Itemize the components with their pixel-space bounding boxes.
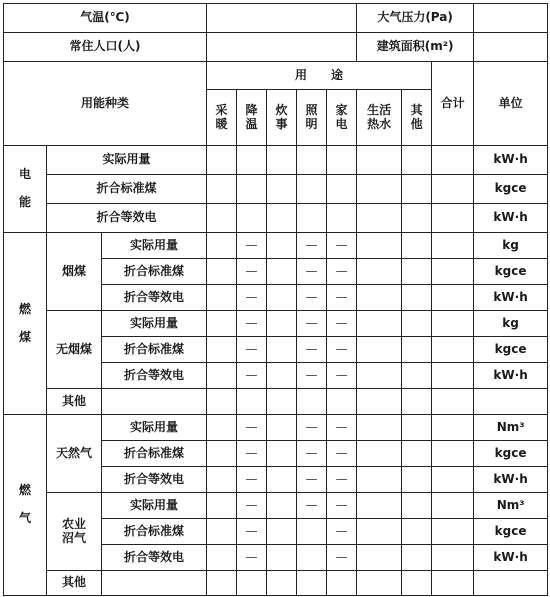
row-label: 折合标准煤 <box>102 519 207 545</box>
total-header: 合计 <box>432 62 474 146</box>
value-cell[interactable] <box>402 233 432 259</box>
not-applicable-dash: — <box>237 545 267 571</box>
value-cell[interactable] <box>207 519 237 545</box>
unit-cell: kgce <box>474 519 548 545</box>
value-cell[interactable] <box>327 571 357 596</box>
energy-use-table <box>3 3 548 596</box>
table-row <box>4 146 548 175</box>
value-cell[interactable] <box>402 415 432 441</box>
not-applicable-dash: — <box>327 311 357 337</box>
value-cell[interactable] <box>432 337 474 363</box>
value-cell[interactable] <box>267 415 297 441</box>
value-cell[interactable] <box>237 571 267 596</box>
population-label: 常住人口(人) <box>4 33 207 62</box>
value-cell[interactable] <box>432 146 474 175</box>
not-applicable-dash: — <box>327 545 357 571</box>
value-cell[interactable] <box>402 571 432 596</box>
value-cell[interactable] <box>207 493 237 519</box>
use-other-header: 其 他 <box>402 90 432 146</box>
not-applicable-dash: — <box>297 441 327 467</box>
value-cell[interactable] <box>207 545 237 571</box>
row-label: 折合等效电 <box>47 204 207 233</box>
value-cell[interactable] <box>432 571 474 596</box>
not-applicable-dash: — <box>297 285 327 311</box>
value-cell[interactable] <box>207 571 237 596</box>
value-cell[interactable] <box>357 493 402 519</box>
unit-header: 单位 <box>474 62 548 146</box>
value-cell[interactable] <box>357 467 402 493</box>
unit-cell: kW·h <box>474 285 548 311</box>
not-applicable-dash: — <box>237 285 267 311</box>
value-cell[interactable] <box>267 571 297 596</box>
value-cell[interactable] <box>432 363 474 389</box>
not-applicable-dash: — <box>237 415 267 441</box>
table-row <box>4 175 548 204</box>
value-cell[interactable] <box>297 519 327 545</box>
not-applicable-dash: — <box>327 233 357 259</box>
row-label: 实际用量 <box>102 415 207 441</box>
not-applicable-dash: — <box>297 467 327 493</box>
table-row <box>4 389 548 415</box>
unit-cell: kg <box>474 311 548 337</box>
value-cell[interactable] <box>237 146 267 175</box>
value-cell[interactable] <box>267 493 297 519</box>
table-row <box>4 233 548 259</box>
not-applicable-dash: — <box>237 233 267 259</box>
not-applicable-dash: — <box>237 363 267 389</box>
gas-group-label: 燃 气 <box>4 415 47 596</box>
value-cell[interactable] <box>207 259 237 285</box>
value-cell[interactable] <box>432 519 474 545</box>
not-applicable-dash: — <box>237 441 267 467</box>
value-cell[interactable] <box>297 545 327 571</box>
value-cell[interactable] <box>327 175 357 204</box>
row-label: 实际用量 <box>102 493 207 519</box>
unit-cell: Nm³ <box>474 493 548 519</box>
not-applicable-dash: — <box>297 415 327 441</box>
value-cell[interactable] <box>432 311 474 337</box>
not-applicable-dash: — <box>327 415 357 441</box>
value-cell[interactable] <box>432 545 474 571</box>
value-cell[interactable] <box>357 337 402 363</box>
unit-cell: kgce <box>474 441 548 467</box>
not-applicable-dash: — <box>327 285 357 311</box>
value-cell[interactable] <box>267 233 297 259</box>
value-cell[interactable] <box>402 519 432 545</box>
value-cell[interactable] <box>357 389 402 415</box>
value-cell[interactable] <box>432 285 474 311</box>
electricity-group-label: 电 能 <box>4 146 47 233</box>
row-label: 折合标准煤 <box>102 337 207 363</box>
value-cell[interactable] <box>327 389 357 415</box>
value-cell[interactable] <box>402 285 432 311</box>
value-cell[interactable] <box>297 389 327 415</box>
value-cell[interactable] <box>267 311 297 337</box>
value-cell[interactable] <box>357 204 402 233</box>
not-applicable-dash: — <box>327 519 357 545</box>
value-cell[interactable] <box>207 175 237 204</box>
value-cell[interactable] <box>402 204 432 233</box>
value-cell[interactable] <box>267 259 297 285</box>
use-hot-water-header: 生活 热水 <box>357 90 402 146</box>
value-cell[interactable] <box>207 415 237 441</box>
row-label: 折合标准煤 <box>102 259 207 285</box>
value-cell[interactable] <box>357 441 402 467</box>
not-applicable-dash: — <box>327 259 357 285</box>
value-cell[interactable] <box>102 571 207 596</box>
not-applicable-dash: — <box>327 493 357 519</box>
value-cell[interactable] <box>432 415 474 441</box>
coal-group-label: 燃 煤 <box>4 233 47 415</box>
value-cell[interactable] <box>207 441 237 467</box>
table-row <box>4 415 548 441</box>
unit-cell: kW·h <box>474 467 548 493</box>
value-cell[interactable] <box>402 363 432 389</box>
value-cell[interactable] <box>207 285 237 311</box>
value-cell[interactable] <box>207 204 237 233</box>
building-area-label: 建筑面积(m²) <box>357 33 474 62</box>
value-cell[interactable] <box>402 311 432 337</box>
value-cell[interactable] <box>432 204 474 233</box>
row-label: 实际用量 <box>102 233 207 259</box>
value-cell[interactable] <box>474 571 548 596</box>
unit-cell: kW·h <box>474 363 548 389</box>
not-applicable-dash: — <box>327 337 357 363</box>
value-cell[interactable] <box>237 204 267 233</box>
table-row <box>4 204 548 233</box>
not-applicable-dash: — <box>297 337 327 363</box>
value-cell[interactable] <box>357 415 402 441</box>
value-cell[interactable] <box>207 146 237 175</box>
row-label: 折合等效电 <box>102 467 207 493</box>
unit-cell: kW·h <box>474 146 548 175</box>
not-applicable-dash: — <box>237 337 267 363</box>
pressure-label: 大气压力(Pa) <box>357 4 474 33</box>
population-value[interactable] <box>207 33 357 62</box>
purpose-header: 用 途 <box>207 62 432 90</box>
natural-gas-label: 天然气 <box>47 415 102 493</box>
unit-cell: kgce <box>474 337 548 363</box>
value-cell[interactable] <box>207 337 237 363</box>
pressure-value[interactable] <box>474 4 548 33</box>
use-lighting-header: 照 明 <box>297 90 327 146</box>
unit-cell: kW·h <box>474 204 548 233</box>
value-cell[interactable] <box>267 175 297 204</box>
value-cell[interactable] <box>357 571 402 596</box>
row-label: 实际用量 <box>47 146 207 175</box>
value-cell[interactable] <box>357 146 402 175</box>
value-cell[interactable] <box>432 259 474 285</box>
value-cell[interactable] <box>297 571 327 596</box>
not-applicable-dash: — <box>297 363 327 389</box>
energy-type-header: 用能种类 <box>4 62 207 146</box>
gas-other-label: 其他 <box>47 571 102 596</box>
value-cell[interactable] <box>267 441 297 467</box>
use-heating-header: 采 暖 <box>207 90 237 146</box>
not-applicable-dash: — <box>237 259 267 285</box>
value-cell[interactable] <box>402 259 432 285</box>
value-cell[interactable] <box>432 175 474 204</box>
use-appliance-header: 家 电 <box>327 90 357 146</box>
value-cell[interactable] <box>102 389 207 415</box>
temperature-value[interactable] <box>207 4 357 33</box>
value-cell[interactable] <box>432 441 474 467</box>
temperature-label: 气温(℃) <box>4 4 207 33</box>
not-applicable-dash: — <box>327 363 357 389</box>
table-row <box>4 493 548 519</box>
not-applicable-dash: — <box>297 259 327 285</box>
value-cell[interactable] <box>327 146 357 175</box>
value-cell[interactable] <box>267 363 297 389</box>
not-applicable-dash: — <box>297 311 327 337</box>
use-cooling-header: 降 温 <box>237 90 267 146</box>
not-applicable-dash: — <box>237 493 267 519</box>
value-cell[interactable] <box>357 311 402 337</box>
value-cell[interactable] <box>237 389 267 415</box>
value-cell[interactable] <box>267 204 297 233</box>
row-label: 折合等效电 <box>102 545 207 571</box>
value-cell[interactable] <box>357 363 402 389</box>
not-applicable-dash: — <box>297 233 327 259</box>
value-cell[interactable] <box>267 545 297 571</box>
value-cell[interactable] <box>267 285 297 311</box>
value-cell[interactable] <box>207 233 237 259</box>
unit-cell: Nm³ <box>474 415 548 441</box>
unit-cell: kg <box>474 233 548 259</box>
row-label: 折合标准煤 <box>47 175 207 204</box>
value-cell[interactable] <box>327 204 357 233</box>
value-cell[interactable] <box>207 363 237 389</box>
value-cell[interactable] <box>402 545 432 571</box>
unit-cell: kgce <box>474 259 548 285</box>
value-cell[interactable] <box>402 389 432 415</box>
not-applicable-dash: — <box>327 441 357 467</box>
value-cell[interactable] <box>297 146 327 175</box>
not-applicable-dash: — <box>327 467 357 493</box>
building-area-value[interactable] <box>474 33 548 62</box>
value-cell[interactable] <box>267 337 297 363</box>
value-cell[interactable] <box>432 389 474 415</box>
anthracite-label: 无烟煤 <box>47 311 102 389</box>
row-label: 折合标准煤 <box>102 441 207 467</box>
value-cell[interactable] <box>267 389 297 415</box>
coal-other-label: 其他 <box>47 389 102 415</box>
not-applicable-dash: — <box>237 467 267 493</box>
table-row <box>4 33 548 62</box>
use-cooking-header: 炊 事 <box>267 90 297 146</box>
value-cell[interactable] <box>402 175 432 204</box>
value-cell[interactable] <box>402 146 432 175</box>
value-cell[interactable] <box>432 467 474 493</box>
value-cell[interactable] <box>357 259 402 285</box>
value-cell[interactable] <box>207 389 237 415</box>
not-applicable-dash: — <box>297 493 327 519</box>
value-cell[interactable] <box>402 467 432 493</box>
value-cell[interactable] <box>402 493 432 519</box>
value-cell[interactable] <box>357 175 402 204</box>
not-applicable-dash: — <box>237 519 267 545</box>
value-cell[interactable] <box>207 311 237 337</box>
value-cell[interactable] <box>267 467 297 493</box>
table-row <box>4 571 548 596</box>
row-label: 实际用量 <box>102 311 207 337</box>
table-row <box>4 62 548 90</box>
value-cell[interactable] <box>357 545 402 571</box>
row-label: 折合等效电 <box>102 363 207 389</box>
value-cell[interactable] <box>474 389 548 415</box>
value-cell[interactable] <box>297 175 327 204</box>
value-cell[interactable] <box>297 204 327 233</box>
value-cell[interactable] <box>357 285 402 311</box>
biogas-label: 农业 沼气 <box>47 493 102 571</box>
not-applicable-dash: — <box>237 311 267 337</box>
row-label: 折合等效电 <box>102 285 207 311</box>
value-cell[interactable] <box>357 233 402 259</box>
unit-cell: kgce <box>474 175 548 204</box>
table-row <box>4 4 548 33</box>
value-cell[interactable] <box>432 233 474 259</box>
table-row <box>4 311 548 337</box>
value-cell[interactable] <box>267 146 297 175</box>
value-cell[interactable] <box>402 441 432 467</box>
bituminous-label: 烟煤 <box>47 233 102 311</box>
value-cell[interactable] <box>402 337 432 363</box>
value-cell[interactable] <box>267 519 297 545</box>
value-cell[interactable] <box>207 467 237 493</box>
value-cell[interactable] <box>237 175 267 204</box>
value-cell[interactable] <box>357 519 402 545</box>
value-cell[interactable] <box>432 493 474 519</box>
unit-cell: kW·h <box>474 545 548 571</box>
